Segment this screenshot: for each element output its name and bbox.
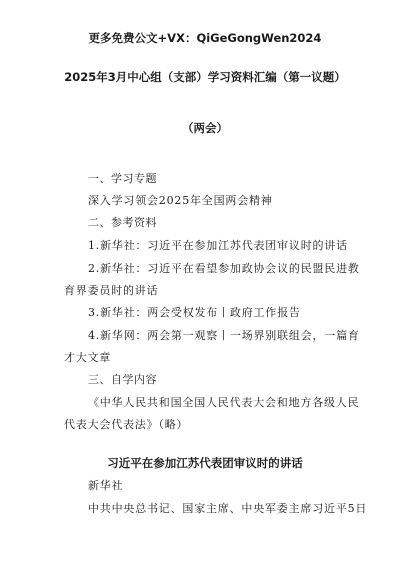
article-title: 习近平在参加江苏代表团审议时的讲话 <box>107 456 303 470</box>
article-source: 新华社 <box>88 479 124 492</box>
self-study-item-line-2: 代表大会代表法》（略） <box>64 418 189 431</box>
section-heading-references: 二、参考资料 <box>88 216 157 229</box>
reference-item-4-line-1: 4.新华网：两会第一观察丨一场界别联组会，一篇育 <box>88 329 360 342</box>
watermark-line: 更多免费公文+VX：QiGeGongWen2024 <box>88 31 322 45</box>
reference-item-3: 3.新华社：两会受权发布丨政府工作报告 <box>88 306 301 319</box>
section-heading-study-topic: 一、学习专题 <box>88 172 157 185</box>
document-subtitle: （两会） <box>182 121 228 135</box>
reference-item-1: 1.新华社：习近平在参加江苏代表团审议时的讲话 <box>88 239 348 252</box>
section-heading-self-study: 三、自学内容 <box>88 373 157 386</box>
reference-item-2-line-2: 育界委员时的讲话 <box>64 284 159 297</box>
self-study-item-line-1: 《中华人民共和国全国人民代表大会和地方各级人民 <box>88 396 360 409</box>
reference-item-4-line-2: 才大文章 <box>64 351 112 364</box>
article-body-line-1: 中共中央总书记、国家主席、中央军委主席习近平5日 <box>88 502 368 515</box>
document-title: 2025年3月中心组（支部）学习资料汇编（第一议题） <box>64 70 346 84</box>
study-topic-item: 深入学习领会2025年全国两会精神 <box>88 194 273 207</box>
reference-item-2-line-1: 2.新华社：习近平在看望参加政协会议的民盟民进教 <box>88 262 360 275</box>
